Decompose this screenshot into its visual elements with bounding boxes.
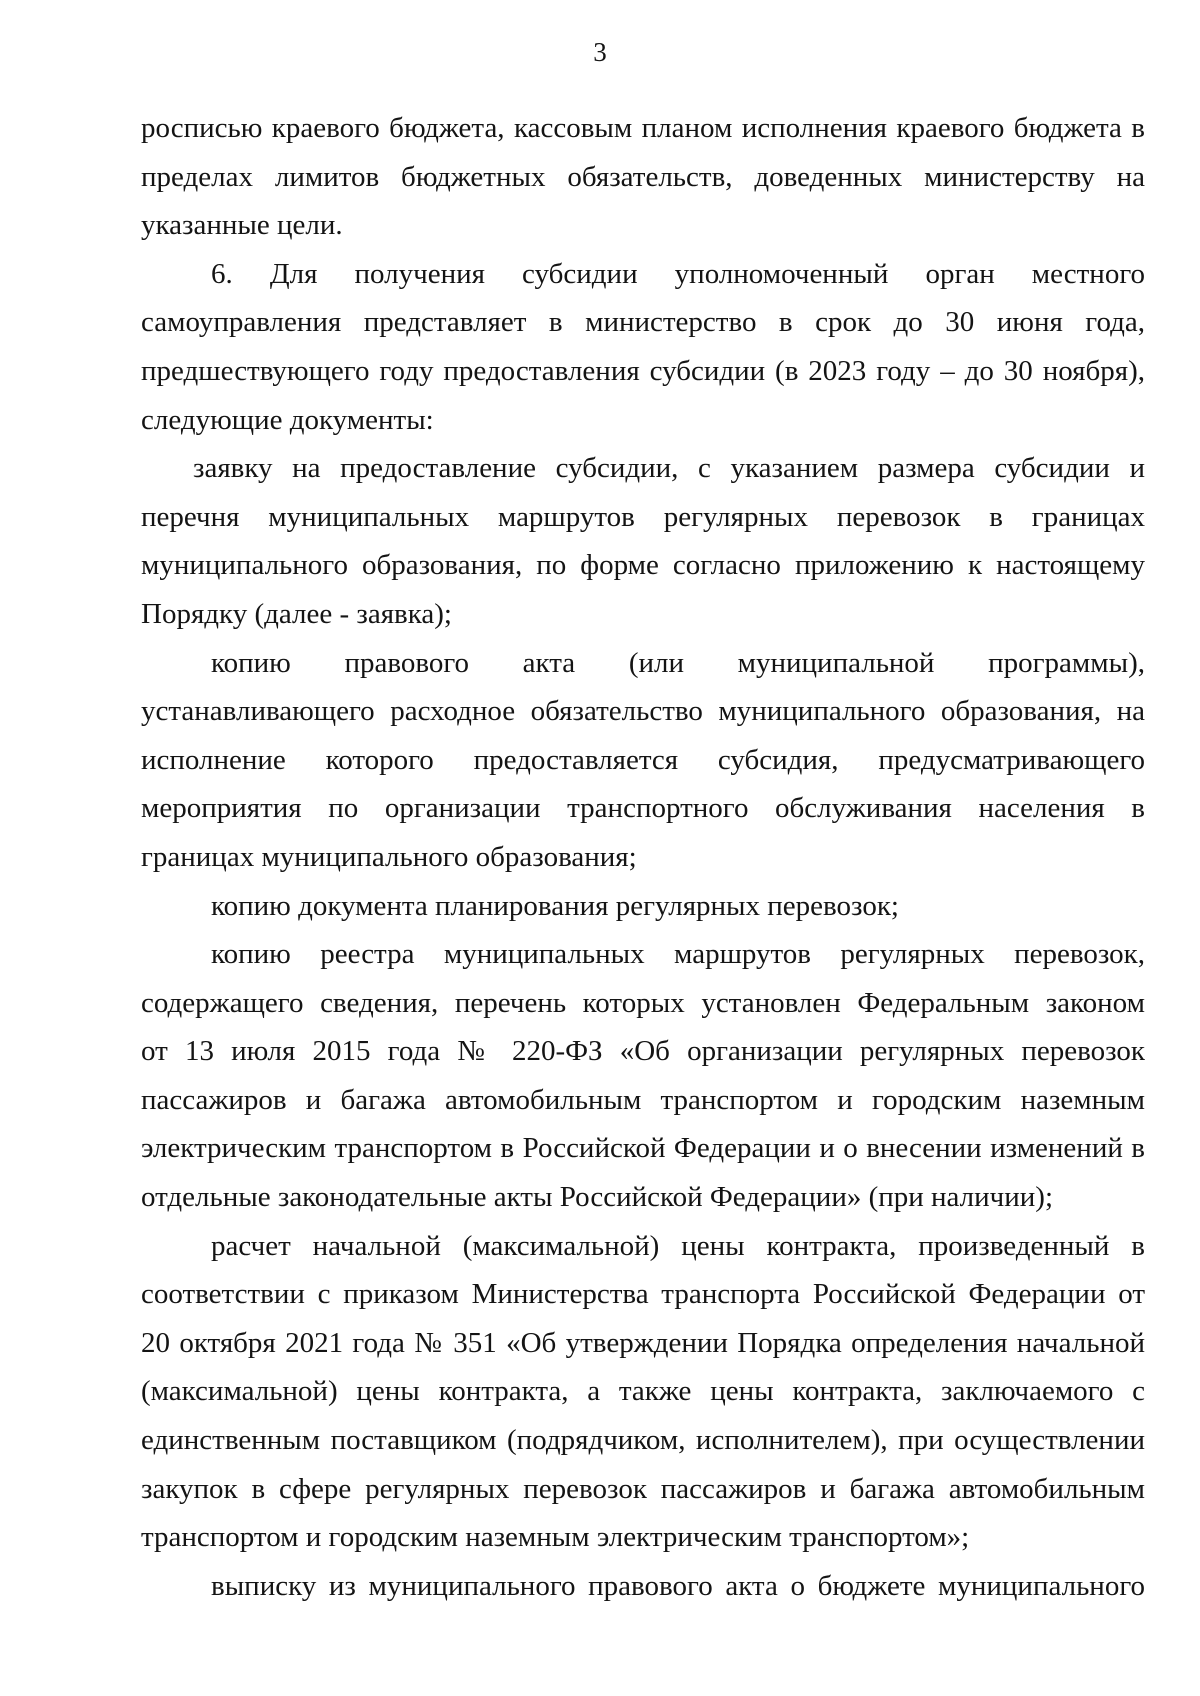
paragraph-line: пассажиров и багажа автомобильным транспортом и городским наземным bbox=[141, 1083, 1145, 1116]
paragraph-line: исполнение которого предоставляется субсидия, предусматривающего bbox=[141, 743, 1145, 776]
paragraph-line: от 13 июля 2015 года № 220-ФЗ «Об организации регулярных перевозок bbox=[141, 1035, 1145, 1068]
paragraph-line: выписку из муниципального правового акта о бюджете муниципального bbox=[211, 1569, 1145, 1602]
paragraph-line: единственным поставщиком (подрядчиком, исполнителем), при осуществлении bbox=[141, 1424, 1145, 1457]
paragraph-line: заявку на предоставление субсидии, с указанием размера субсидии и bbox=[193, 452, 1145, 485]
paragraph-line: предшествующего году предоставления субсидии (в 2023 году – до 30 ноября), bbox=[141, 354, 1145, 387]
paragraph-line: копию документа планирования регулярных перевозок; bbox=[211, 889, 899, 922]
paragraph-line: электрическим транспортом в Российской Федерации и о внесении изменений в bbox=[141, 1132, 1145, 1165]
paragraph-line: копию реестра муниципальных маршрутов регулярных перевозок, bbox=[211, 938, 1145, 971]
paragraph-line: указанные цели. bbox=[141, 209, 343, 242]
paragraph-line: росписью краевого бюджета, кассовым планом исполнения краевого бюджета в bbox=[141, 112, 1145, 144]
paragraph-line: отдельные законодательные акты Российской Федерации» (при наличии); bbox=[141, 1181, 1054, 1214]
paragraph-line: Порядку (далее - заявка); bbox=[141, 597, 452, 630]
paragraph-line: пределах лимитов бюджетных обязательств, доведенных министерству на bbox=[141, 160, 1145, 193]
paragraph-line: (максимальной) цены контракта, а также цены контракта, заключаемого с bbox=[141, 1375, 1145, 1408]
paragraph-line: следующие документы: bbox=[141, 403, 434, 436]
paragraph-line: границах муниципального образования; bbox=[141, 840, 637, 873]
paragraph-line: муниципального образования, по форме согласно приложению к настоящему bbox=[141, 549, 1145, 582]
paragraph-line: закупок в сфере регулярных перевозок пассажиров и багажа автомобильным bbox=[141, 1472, 1145, 1505]
paragraph-line: перечня муниципальных маршрутов регулярных перевозок в границах bbox=[141, 500, 1145, 533]
page-number: 3 bbox=[593, 37, 607, 67]
paragraph-line: 6. Для получения субсидии уполномоченный орган местного bbox=[211, 257, 1145, 290]
paragraph-line: содержащего сведения, перечень которых установлен Федеральным законом bbox=[141, 986, 1145, 1019]
paragraph-line: самоуправления представляет в министерство в срок до 30 июня года, bbox=[141, 306, 1145, 339]
paragraph-line: копию правового акта (или муниципальной программы), bbox=[211, 646, 1145, 679]
paragraph-line: соответствии с приказом Министерства транспорта Российской Федерации от bbox=[141, 1278, 1145, 1311]
paragraph-line: 20 октября 2021 года № 351 «Об утверждении Порядка определения начальной bbox=[141, 1326, 1145, 1359]
paragraph-line: расчет начальной (максимальной) цены контракта, произведенный в bbox=[211, 1229, 1145, 1262]
paragraph-line: мероприятия по организации транспортного обслуживания населения в bbox=[141, 792, 1145, 825]
document-body bbox=[141, 104, 1145, 1610]
paragraph-line: устанавливающего расходное обязательство муниципального образования, на bbox=[141, 695, 1145, 728]
paragraph-line: транспортом и городским наземным электрическим транспортом»; bbox=[141, 1521, 970, 1554]
